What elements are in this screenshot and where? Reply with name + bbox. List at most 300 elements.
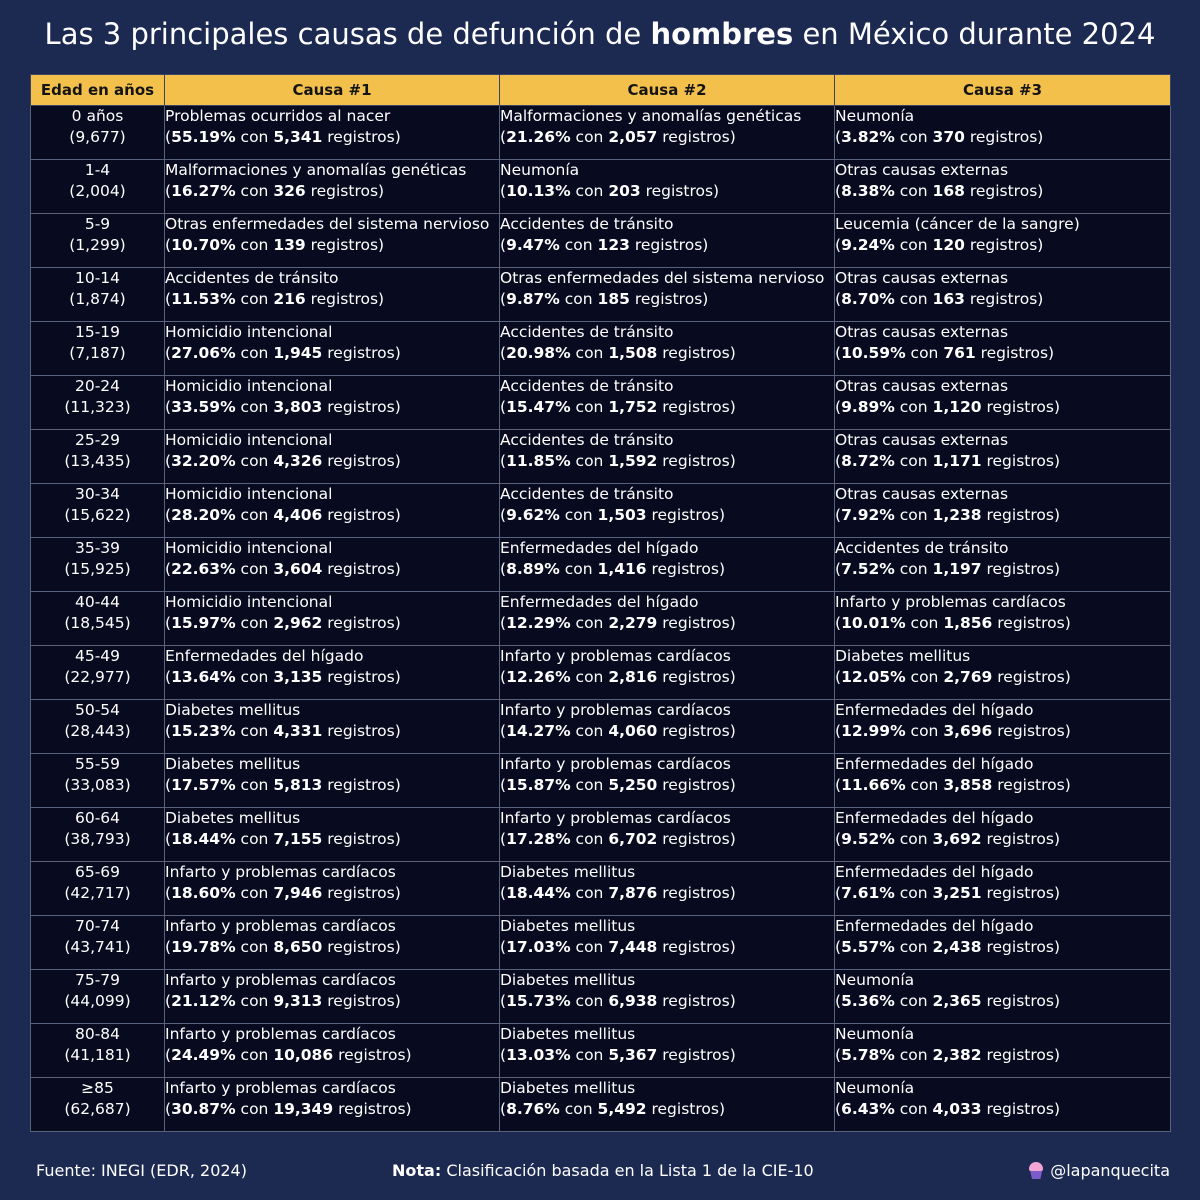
- stat-registros: registros): [981, 830, 1060, 848]
- cause-percent: 10.01%: [841, 614, 906, 632]
- cause-name: Infarto y problemas cardíacos: [500, 809, 731, 827]
- cause-stat: [165, 829, 499, 850]
- page-title: Las 3 principales causas de defunción de hombres en México durante 2024: [44, 17, 1156, 51]
- stat-con: con: [235, 938, 274, 956]
- age-group: 80-84: [74, 1025, 121, 1043]
- table-row: [31, 808, 1171, 862]
- cause-count: 4,033: [932, 1100, 982, 1118]
- stat-con: con: [235, 992, 274, 1010]
- cause-1-cell: [165, 754, 500, 808]
- stat-open: (: [835, 236, 842, 254]
- cause-2-cell: [500, 970, 835, 1024]
- cause-2-cell: [500, 376, 835, 430]
- cause-percent: 11.53%: [171, 290, 236, 308]
- stat-con: con: [894, 398, 933, 416]
- cause-1-cell: [165, 322, 500, 376]
- cause-stat: [835, 451, 1170, 472]
- age-cell: [31, 376, 165, 430]
- cause-percent: 10.59%: [841, 344, 906, 362]
- stat-open: (: [165, 398, 172, 416]
- stat-open: (: [165, 722, 172, 740]
- stat-con: con: [894, 128, 933, 146]
- stat-open: (: [835, 128, 842, 146]
- cause-percent: 8.38%: [841, 182, 895, 200]
- cause-count: 6,938: [608, 992, 658, 1010]
- cause-name: Homicidio intencional: [165, 593, 333, 611]
- cause-percent: 7.52%: [841, 560, 895, 578]
- age-cell: [31, 970, 165, 1024]
- cause-percent: 24.49%: [171, 1046, 236, 1064]
- stat-registros: registros): [657, 830, 736, 848]
- cause-stat: [835, 721, 1170, 742]
- cause-2-cell: [500, 646, 835, 700]
- cause-3-cell: [835, 592, 1171, 646]
- stat-open: (: [500, 992, 507, 1010]
- cause-stat: [835, 991, 1170, 1012]
- cause-percent: 8.70%: [841, 290, 895, 308]
- stat-registros: registros): [964, 182, 1044, 200]
- cause-1-cell: [165, 700, 500, 754]
- cause-1-cell: [165, 970, 500, 1024]
- age-cell: [31, 322, 165, 376]
- cause-percent: 28.20%: [171, 506, 236, 524]
- cause-percent: 17.28%: [506, 830, 571, 848]
- stat-open: (: [165, 236, 172, 254]
- cause-name: Infarto y problemas cardíacos: [165, 917, 396, 935]
- cause-2-cell: [500, 862, 835, 916]
- cause-name: Neumonía: [835, 1025, 915, 1043]
- stat-open: (: [835, 452, 842, 470]
- header-cause-2: Causa #2: [500, 75, 835, 106]
- stat-con: con: [894, 236, 933, 254]
- cause-stat: [500, 829, 834, 850]
- table-row: [31, 1024, 1171, 1078]
- cause-stat: [500, 883, 834, 904]
- stat-con: con: [570, 182, 609, 200]
- stat-registros: registros): [657, 938, 736, 956]
- header-cause-3: Causa #3: [835, 75, 1171, 106]
- cause-percent: 9.62%: [506, 506, 560, 524]
- cause-count: 1,238: [932, 506, 982, 524]
- cause-percent: 15.73%: [506, 992, 571, 1010]
- cause-name: Accidentes de tránsito: [500, 431, 674, 449]
- table-header-row: [31, 75, 1171, 106]
- stat-open: (: [835, 398, 842, 416]
- age-group: 10-14: [74, 269, 121, 287]
- table-row: [31, 646, 1171, 700]
- stat-open: (: [500, 560, 507, 578]
- cause-name: Neumonía: [835, 971, 915, 989]
- cause-name: Infarto y problemas cardíacos: [165, 1079, 396, 1097]
- age-group: 40-44: [74, 593, 121, 611]
- age-group: 35-39: [74, 539, 121, 557]
- cause-stat: [165, 559, 499, 580]
- cause-1-cell: [165, 808, 500, 862]
- cause-stat: [500, 181, 834, 202]
- stat-con: con: [235, 398, 274, 416]
- stat-registros: registros): [981, 452, 1060, 470]
- cause-percent: 5.36%: [841, 992, 895, 1010]
- cause-3-cell: [835, 484, 1171, 538]
- cause-percent: 21.12%: [171, 992, 236, 1010]
- stat-open: (: [835, 722, 842, 740]
- stat-open: (: [500, 1046, 507, 1064]
- cause-3-cell: [835, 1024, 1171, 1078]
- age-total: (15,622): [64, 506, 131, 524]
- table-row: [31, 376, 1171, 430]
- stat-registros: registros): [322, 668, 401, 686]
- age-cell: [31, 484, 165, 538]
- cause-percent: 8.89%: [506, 560, 560, 578]
- stat-registros: registros): [322, 884, 401, 902]
- stat-con: con: [235, 722, 274, 740]
- age-group: 60-64: [74, 809, 121, 827]
- stat-open: (: [165, 668, 172, 686]
- cause-percent: 9.24%: [841, 236, 895, 254]
- table-row: [31, 970, 1171, 1024]
- cause-percent: 15.97%: [171, 614, 236, 632]
- cause-count: 5,367: [608, 1046, 658, 1064]
- stat-registros: registros): [981, 992, 1060, 1010]
- cause-1-cell: [165, 160, 500, 214]
- stat-con: con: [894, 992, 933, 1010]
- age-group: 30-34: [74, 485, 121, 503]
- cause-3-cell: [835, 538, 1171, 592]
- cause-2-cell: [500, 214, 835, 268]
- stat-registros: registros): [657, 776, 736, 794]
- cause-percent: 16.27%: [171, 182, 236, 200]
- stat-con: con: [235, 1046, 274, 1064]
- cause-stat: [835, 289, 1170, 310]
- cause-name: Otras enfermedades del sistema nervioso: [165, 215, 490, 233]
- age-total: (28,443): [64, 722, 131, 740]
- stat-registros: registros): [981, 1100, 1060, 1118]
- stat-con: con: [235, 236, 274, 254]
- cause-count: 3,251: [932, 884, 982, 902]
- stat-open: (: [165, 938, 172, 956]
- cause-stat: [165, 1045, 499, 1066]
- stat-con: con: [570, 128, 609, 146]
- cause-stat: [500, 289, 834, 310]
- cause-percent: 12.99%: [841, 722, 906, 740]
- stat-registros: registros): [322, 398, 401, 416]
- cause-count: 168: [932, 182, 965, 200]
- stat-con: con: [570, 992, 609, 1010]
- cause-1-cell: [165, 430, 500, 484]
- stat-registros: registros): [646, 1100, 725, 1118]
- stat-con: con: [905, 722, 944, 740]
- cause-percent: 18.44%: [506, 884, 571, 902]
- cause-stat: [500, 775, 834, 796]
- stat-registros: registros): [305, 290, 385, 308]
- cause-percent: 5.78%: [841, 1046, 895, 1064]
- cause-count: 761: [943, 344, 976, 362]
- cause-stat: [165, 883, 499, 904]
- stat-con: con: [570, 1046, 609, 1064]
- stat-open: (: [165, 344, 172, 362]
- age-group: 45-49: [74, 647, 121, 665]
- cause-percent: 8.76%: [506, 1100, 560, 1118]
- cause-2-cell: [500, 700, 835, 754]
- cause-count: 1,416: [597, 560, 647, 578]
- stat-registros: registros): [657, 398, 736, 416]
- stat-registros: registros): [657, 722, 736, 740]
- cause-name: Homicidio intencional: [165, 323, 333, 341]
- age-group: 0 años: [71, 107, 124, 125]
- cause-percent: 11.85%: [506, 452, 571, 470]
- cause-name: Diabetes mellitus: [835, 647, 971, 665]
- cause-percent: 3.82%: [841, 128, 895, 146]
- cause-stat: [500, 127, 834, 148]
- table-row: [31, 700, 1171, 754]
- cause-percent: 19.78%: [171, 938, 236, 956]
- stat-open: (: [500, 290, 507, 308]
- stat-open: (: [835, 506, 842, 524]
- cause-stat: [835, 181, 1170, 202]
- cause-percent: 12.26%: [506, 668, 571, 686]
- cause-percent: 14.27%: [506, 722, 571, 740]
- stat-con: con: [235, 1100, 274, 1118]
- cause-count: 5,813: [273, 776, 323, 794]
- stat-con: con: [894, 560, 933, 578]
- cause-count: 1,752: [608, 398, 658, 416]
- cause-count: 3,858: [943, 776, 993, 794]
- cause-stat: [165, 397, 499, 418]
- stat-con: con: [559, 1100, 598, 1118]
- cause-name: Diabetes mellitus: [500, 1079, 636, 1097]
- cause-stat: [165, 289, 499, 310]
- age-total: (15,925): [64, 560, 131, 578]
- stat-con: con: [235, 290, 274, 308]
- stat-con: con: [894, 506, 933, 524]
- age-cell: [31, 592, 165, 646]
- stat-open: (: [835, 182, 842, 200]
- cause-stat: [500, 991, 834, 1012]
- cause-stat: [500, 1099, 834, 1120]
- cause-stat: [835, 397, 1170, 418]
- table-row: [31, 322, 1171, 376]
- cause-1-cell: [165, 1078, 500, 1132]
- stat-con: con: [559, 560, 598, 578]
- age-total: (43,741): [64, 938, 131, 956]
- stat-open: (: [165, 614, 172, 632]
- stat-registros: registros): [981, 1046, 1060, 1064]
- cause-name: Infarto y problemas cardíacos: [500, 647, 731, 665]
- cause-count: 7,946: [273, 884, 323, 902]
- cause-count: 1,120: [932, 398, 982, 416]
- stat-open: (: [165, 506, 172, 524]
- cause-name: Accidentes de tránsito: [500, 215, 674, 233]
- age-cell: [31, 754, 165, 808]
- cause-3-cell: [835, 214, 1171, 268]
- age-total: (42,717): [64, 884, 131, 902]
- stat-registros: registros): [322, 452, 401, 470]
- stat-con: con: [570, 344, 609, 362]
- age-cell: [31, 1024, 165, 1078]
- cause-count: 4,331: [273, 722, 323, 740]
- stat-open: (: [165, 560, 172, 578]
- cause-count: 1,592: [608, 452, 658, 470]
- cause-percent: 7.92%: [841, 506, 895, 524]
- age-total: (38,793): [64, 830, 131, 848]
- cause-stat: [165, 181, 499, 202]
- cause-percent: 18.60%: [171, 884, 236, 902]
- cause-count: 2,962: [273, 614, 323, 632]
- cause-name: Homicidio intencional: [165, 377, 333, 395]
- stat-open: (: [165, 884, 172, 902]
- stat-con: con: [235, 506, 274, 524]
- cause-2-cell: [500, 808, 835, 862]
- stat-open: (: [500, 776, 507, 794]
- note-text: Nota: Clasificación basada en la Lista 1 de la CIE-10: [392, 1161, 814, 1180]
- stat-con: con: [570, 452, 609, 470]
- cause-name: Neumonía: [500, 161, 580, 179]
- stat-open: (: [165, 290, 172, 308]
- stat-open: (: [500, 668, 507, 686]
- cause-stat: [500, 505, 834, 526]
- stat-open: (: [835, 1100, 842, 1118]
- cause-name: Infarto y problemas cardíacos: [500, 701, 731, 719]
- stat-con: con: [894, 884, 933, 902]
- stat-registros: registros): [657, 128, 736, 146]
- cause-name: Homicidio intencional: [165, 431, 333, 449]
- cause-stat: [835, 343, 1170, 364]
- cause-percent: 12.29%: [506, 614, 571, 632]
- cause-3-cell: [835, 754, 1171, 808]
- cause-stat: [165, 1099, 499, 1120]
- cupcake-icon: [1028, 1162, 1044, 1180]
- table-row: [31, 106, 1171, 160]
- cause-2-cell: [500, 268, 835, 322]
- age-total: (18,545): [64, 614, 131, 632]
- age-cell: [31, 268, 165, 322]
- cause-percent: 22.63%: [171, 560, 236, 578]
- stat-registros: registros): [964, 236, 1044, 254]
- causes-table: [30, 74, 1171, 1132]
- cause-name: Enfermedades del hígado: [500, 539, 699, 557]
- cause-stat: [165, 991, 499, 1012]
- age-group: 1-4: [84, 161, 111, 179]
- cause-2-cell: [500, 1024, 835, 1078]
- stat-con: con: [905, 776, 944, 794]
- stat-registros: registros): [322, 128, 401, 146]
- stat-registros: registros): [305, 182, 385, 200]
- cause-name: Otras enfermedades del sistema nervioso: [500, 269, 825, 287]
- age-group: 70-74: [74, 917, 121, 935]
- cause-count: 7,876: [608, 884, 658, 902]
- title-emphasis: hombres: [650, 17, 794, 51]
- cause-name: Otras causas externas: [835, 485, 1009, 503]
- age-total: (1,299): [69, 236, 126, 254]
- cause-percent: 13.64%: [171, 668, 236, 686]
- cause-count: 326: [273, 182, 306, 200]
- stat-open: (: [500, 236, 507, 254]
- stat-registros: registros): [322, 992, 401, 1010]
- cause-name: Enfermedades del hígado: [835, 917, 1034, 935]
- cause-stat: [835, 613, 1170, 634]
- cause-percent: 17.03%: [506, 938, 571, 956]
- stat-con: con: [570, 722, 609, 740]
- stat-registros: registros): [981, 938, 1060, 956]
- cause-name: Diabetes mellitus: [165, 701, 301, 719]
- table-row: [31, 430, 1171, 484]
- stat-registros: registros): [322, 344, 401, 362]
- stat-con: con: [570, 884, 609, 902]
- stat-registros: registros): [333, 1100, 412, 1118]
- cause-name: Malformaciones y anomalías genéticas: [165, 161, 467, 179]
- cause-count: 5,341: [273, 128, 323, 146]
- cause-percent: 6.43%: [841, 1100, 895, 1118]
- cause-percent: 33.59%: [171, 398, 236, 416]
- stat-con: con: [559, 506, 598, 524]
- stat-registros: registros): [322, 506, 401, 524]
- cause-2-cell: [500, 106, 835, 160]
- stat-registros: registros): [640, 182, 720, 200]
- cause-name: Infarto y problemas cardíacos: [165, 1025, 396, 1043]
- cause-name: Infarto y problemas cardíacos: [500, 755, 731, 773]
- cause-name: Enfermedades del hígado: [835, 755, 1034, 773]
- cause-name: Enfermedades del hígado: [835, 701, 1034, 719]
- table-row: [31, 862, 1171, 916]
- cause-3-cell: [835, 106, 1171, 160]
- cause-percent: 10.13%: [506, 182, 571, 200]
- age-cell: [31, 430, 165, 484]
- cause-2-cell: [500, 754, 835, 808]
- stat-open: (: [835, 560, 842, 578]
- stat-con: con: [235, 830, 274, 848]
- cause-stat: [165, 235, 499, 256]
- age-group: 50-54: [74, 701, 121, 719]
- cause-name: Diabetes mellitus: [500, 971, 636, 989]
- age-total: (44,099): [64, 992, 131, 1010]
- stat-open: (: [835, 290, 842, 308]
- cause-3-cell: [835, 808, 1171, 862]
- cause-name: Enfermedades del hígado: [835, 863, 1034, 881]
- age-total: (41,181): [64, 1046, 131, 1064]
- stat-registros: registros): [657, 992, 736, 1010]
- stat-con: con: [894, 1046, 933, 1064]
- stat-open: (: [835, 776, 842, 794]
- cause-stat: [500, 451, 834, 472]
- cause-name: Neumonía: [835, 107, 915, 125]
- stat-con: con: [894, 1100, 933, 1118]
- cause-name: Enfermedades del hígado: [165, 647, 364, 665]
- age-total: (11,323): [64, 398, 131, 416]
- stat-con: con: [905, 668, 944, 686]
- cause-count: 7,155: [273, 830, 323, 848]
- stat-registros: registros): [629, 290, 709, 308]
- stat-open: (: [835, 614, 842, 632]
- cause-3-cell: [835, 322, 1171, 376]
- stat-registros: registros): [657, 614, 736, 632]
- cause-stat: [835, 829, 1170, 850]
- cause-2-cell: [500, 1078, 835, 1132]
- table-row: [31, 538, 1171, 592]
- stat-registros: registros): [322, 614, 401, 632]
- cause-1-cell: [165, 484, 500, 538]
- table-row: [31, 1078, 1171, 1132]
- age-cell: [31, 160, 165, 214]
- cause-1-cell: [165, 1024, 500, 1078]
- cause-3-cell: [835, 1078, 1171, 1132]
- cause-count: 1,508: [608, 344, 658, 362]
- stat-con: con: [894, 938, 933, 956]
- cause-2-cell: [500, 538, 835, 592]
- age-total: (13,435): [64, 452, 131, 470]
- stat-registros: registros): [981, 560, 1060, 578]
- cause-stat: [165, 613, 499, 634]
- stat-con: con: [235, 560, 274, 578]
